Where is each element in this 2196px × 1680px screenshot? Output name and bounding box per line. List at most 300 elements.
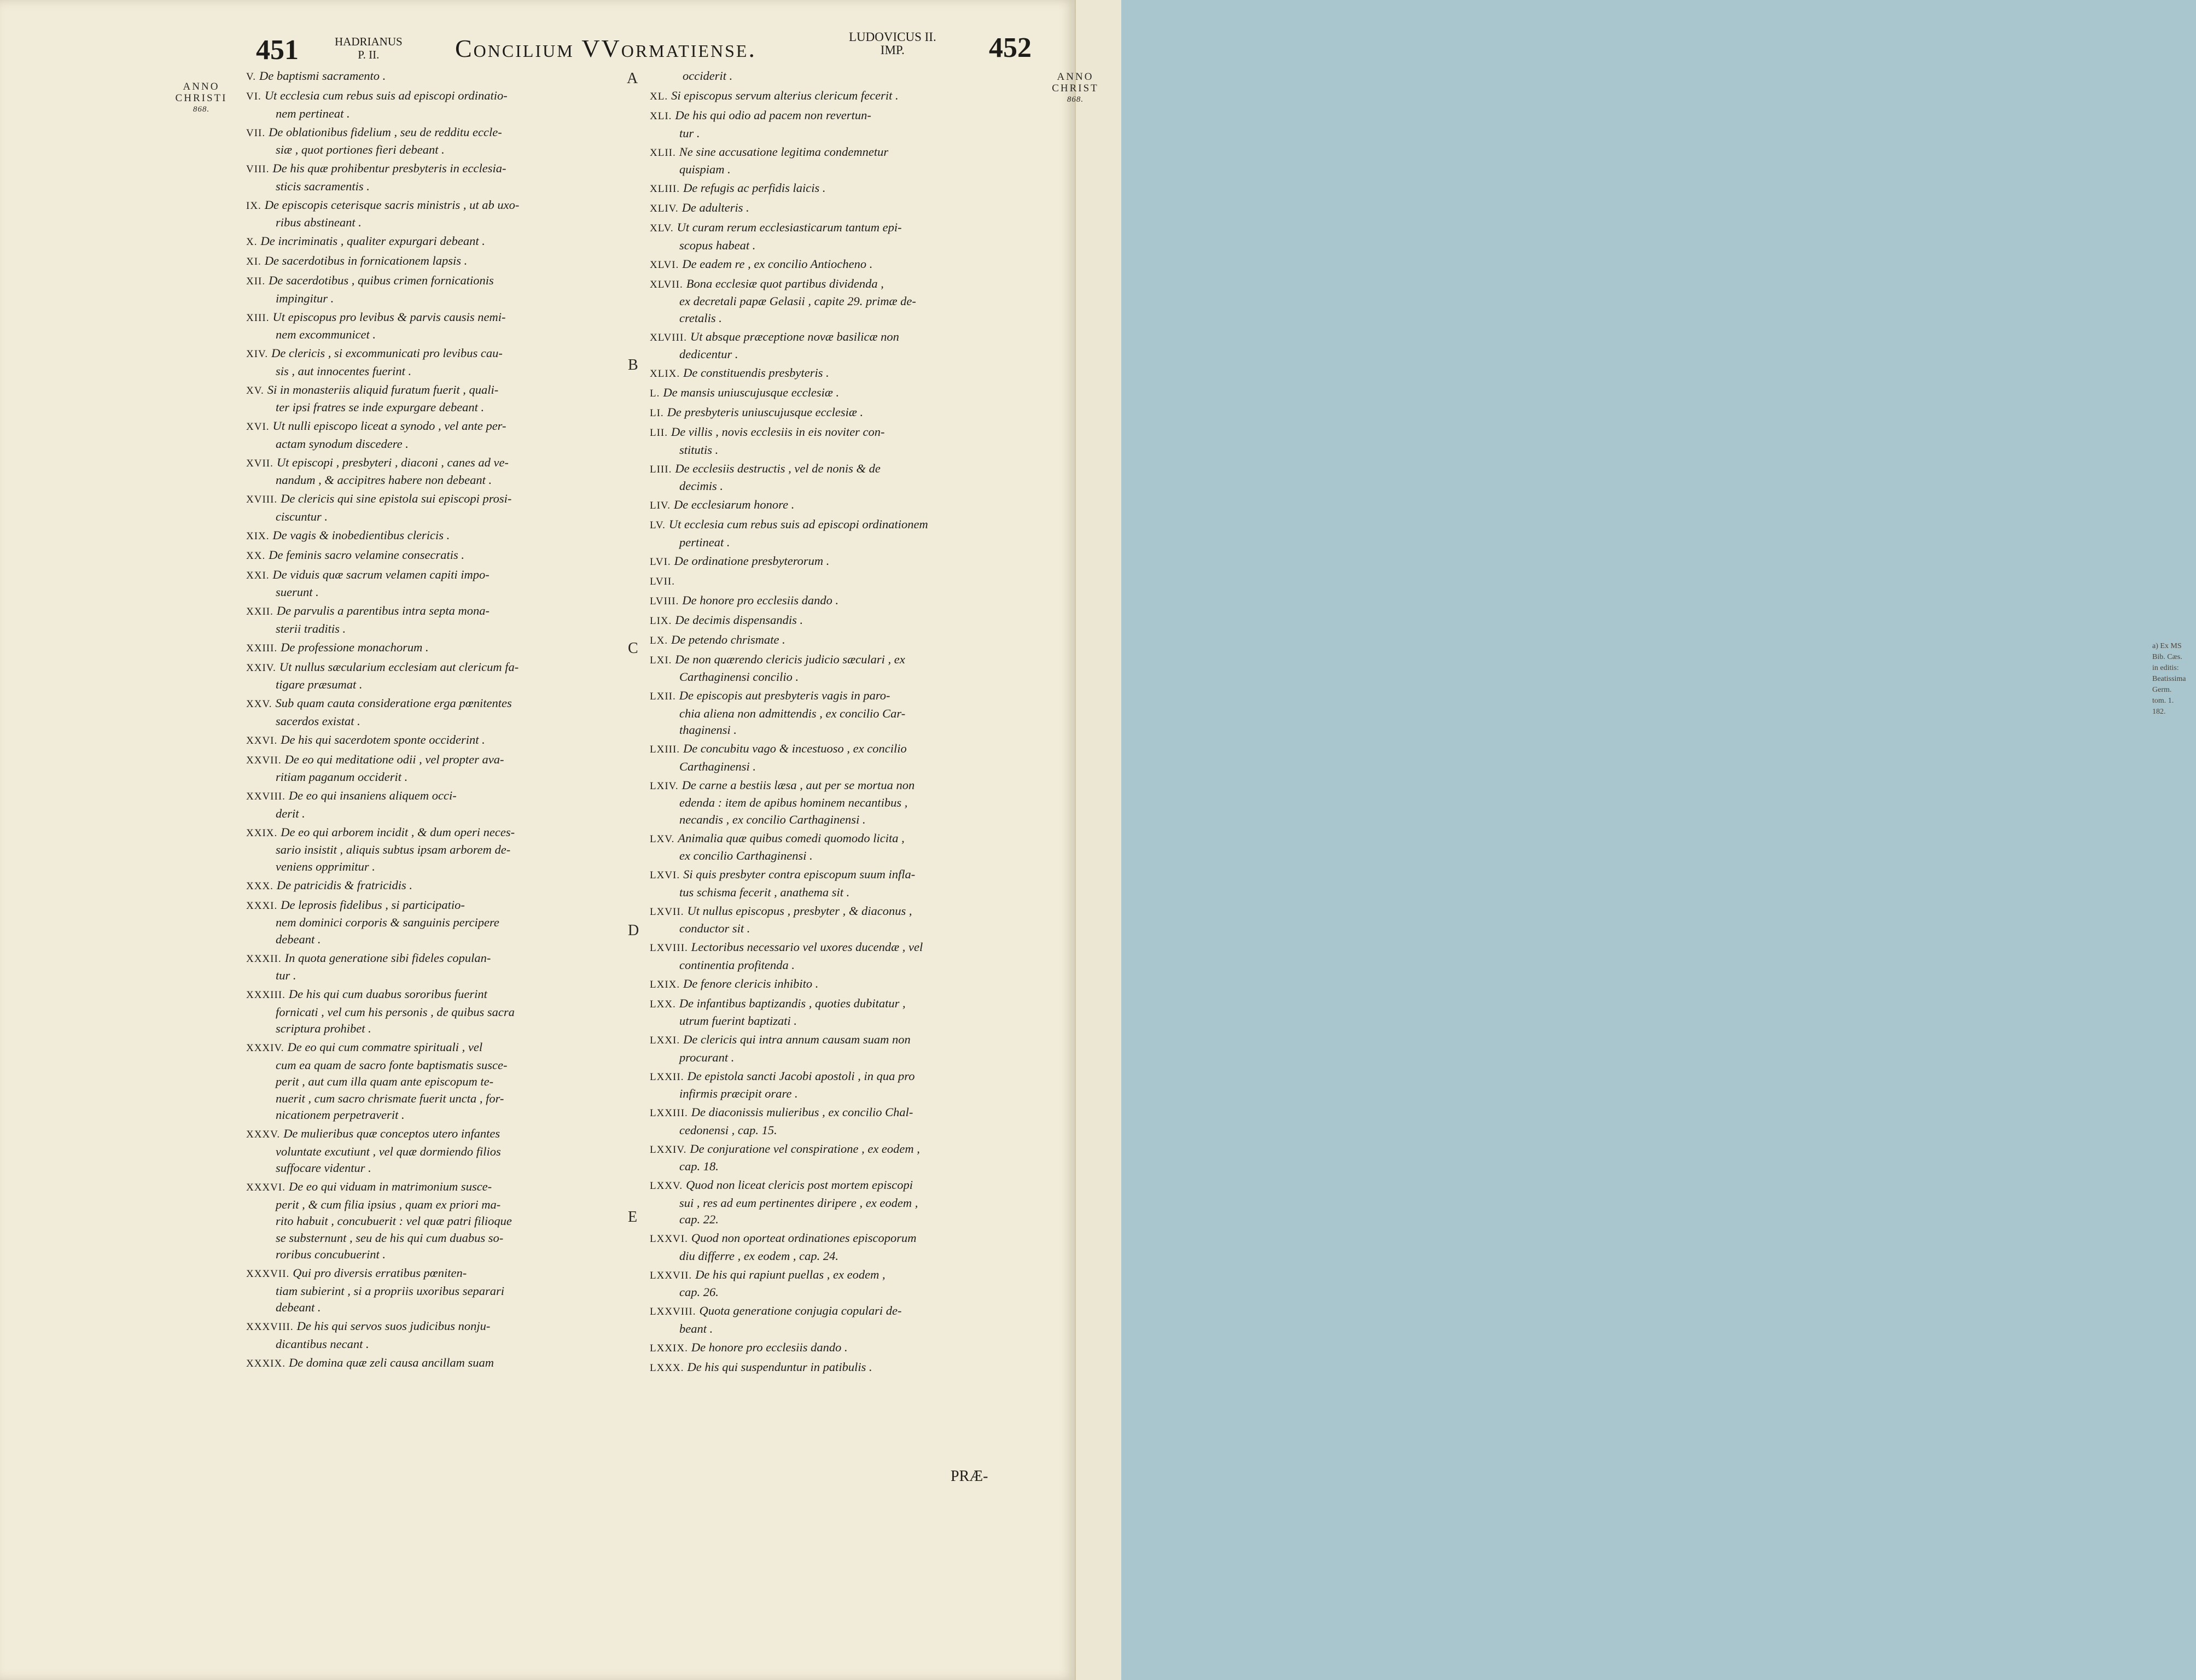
chapter-entry <box>650 144 1033 178</box>
chapter-title-continuation: nem excommunicet . <box>276 328 376 341</box>
chapter-title-continuation: procurant . <box>679 1050 735 1064</box>
chapter-title-continuation: nem pertineat . <box>276 106 350 120</box>
chapter-title-continuation: scriptura prohibet . <box>276 1022 371 1035</box>
chapter-entry <box>246 233 629 251</box>
chapter-title: De oblationibus fidelium , seu de redditu eccle- <box>269 125 502 139</box>
chapter-entry <box>650 107 1033 142</box>
chapter-title-continuation: ribus abstineant . <box>276 215 362 229</box>
chapter-entry <box>650 276 1033 327</box>
chapter-title: Ut nulli episcopo liceat a synodo , vel ante per- <box>272 419 506 433</box>
chapter-entry <box>650 1068 1033 1102</box>
chapter-title-continuation: fornicati , vel cum his personis , de quibus sacra <box>276 1005 515 1019</box>
chapter-number: LIII. <box>650 463 672 475</box>
page-number-right: 452 <box>989 32 1032 63</box>
chapter-number: LIV. <box>650 500 671 511</box>
chapter-title: De eo qui meditatione odii , vel propter ava- <box>284 752 504 766</box>
chapter-number: XLII. <box>650 147 676 159</box>
adjacent-margin-year-note <box>1048 71 1103 106</box>
chapter-number: XLIV. <box>650 203 679 214</box>
chapter-entry <box>246 732 629 750</box>
chapter-entry <box>650 553 1033 571</box>
chapter-number: LXIII. <box>650 744 680 755</box>
chapter-title-continuation: tur . <box>276 969 296 982</box>
chapter-title-continuation: se substernunt , seu de his qui cum duabus so- <box>276 1230 504 1245</box>
chapter-entry <box>650 200 1033 218</box>
chapter-title-continuation: cap. 26. <box>679 1285 719 1299</box>
chapter-list-left-column <box>246 68 629 1374</box>
chapter-title-continuation: stitutis . <box>679 442 719 457</box>
section-marker: E <box>628 1209 638 1226</box>
chapter-entry <box>246 527 629 545</box>
chapter-number: L. <box>650 388 660 399</box>
page-number-left: 451 <box>256 34 299 66</box>
chapter-title: De parvulis a parentibus intra septa mona- <box>276 604 490 617</box>
chapter-title <box>675 574 678 587</box>
chapter-title-continuation: debeant . <box>276 1300 321 1314</box>
chapter-entry <box>650 180 1033 198</box>
chapter-number: IX. <box>246 200 261 212</box>
chapter-number: XIII. <box>246 312 270 324</box>
chapter-entry <box>650 573 1033 591</box>
chapter-title: De his qui suspenduntur in patibulis . <box>687 1360 872 1374</box>
chapter-number: XXXVII. <box>246 1268 290 1280</box>
chapter-title-continuation: tur . <box>679 126 700 140</box>
chapter-title: Ne sine accusatione legitima condemnetur <box>679 144 889 159</box>
chapter-number: XXII. <box>246 606 273 617</box>
chapter-title: Sub quam cauta consideratione erga pœnitentes <box>275 696 512 710</box>
chapter-entry <box>246 567 629 601</box>
chapter-entry <box>246 491 629 525</box>
chapter-title: De refugis ac perfidis laicis . <box>683 181 826 195</box>
chapter-entry <box>246 695 629 730</box>
running-head-right-line: IMP. <box>880 43 905 57</box>
footnote-line: Beatissima <box>2152 675 2186 683</box>
chapter-title: De patricidis & fratricidis . <box>276 878 413 892</box>
chapter-entry <box>650 651 1033 686</box>
chapter-number: XLVI. <box>650 259 679 271</box>
chapter-entry <box>246 454 629 489</box>
chapter-entry <box>246 1039 629 1124</box>
chapter-entry <box>246 68 629 86</box>
chapter-entry <box>246 197 629 231</box>
chapter-entry <box>246 659 629 693</box>
chapter-entry <box>246 639 629 657</box>
chapter-entry <box>246 1179 629 1263</box>
chapter-entry <box>246 603 629 637</box>
chapter-number: LIX. <box>650 615 672 627</box>
chapter-title-continuation: utrum fuerint baptizati . <box>679 1014 797 1028</box>
margin-note-line: ANNO <box>1057 71 1094 83</box>
section-marker: A <box>627 70 638 87</box>
chapter-number: LXXVII. <box>650 1269 692 1281</box>
chapter-number: XXXII. <box>246 953 282 965</box>
section-marker: C <box>628 640 638 657</box>
chapter-title-continuation: scopus habeat . <box>679 238 756 252</box>
chapter-title-continuation: siæ , quot portiones fieri debeant . <box>276 143 445 156</box>
chapter-number: XXXI. <box>246 900 278 912</box>
chapter-title-continuation: sticis sacramentis . <box>276 179 370 193</box>
chapter-entry <box>650 256 1033 274</box>
chapter-title: Ut ecclesia cum rebus suis ad episcopi ordinationem <box>668 517 928 531</box>
chapter-number: X. <box>246 236 258 248</box>
chapter-title-continuation: cretalis . <box>679 311 722 325</box>
adjacent-page-edge <box>1075 0 2186 1680</box>
chapter-title: Ut nullus episcopus , presbyter , & diaconus , <box>687 903 912 918</box>
chapter-title: De professione monachorum . <box>281 640 429 654</box>
catchword: PRÆ- <box>951 1468 988 1485</box>
chapter-number: LII. <box>650 427 668 439</box>
chapter-entry <box>650 995 1033 1030</box>
chapter-entry <box>246 788 629 822</box>
chapter-entry <box>650 866 1033 901</box>
chapter-title: De incriminatis , qualiter expurgari debeant . <box>260 234 485 248</box>
chapter-title-continuation: tiam subierint , si a propriis uxoribus separari <box>276 1284 504 1298</box>
chapter-number: LXXV. <box>650 1180 683 1192</box>
chapter-title-continuation: diu differre , ex eodem , cap. 24. <box>679 1249 838 1263</box>
footnote-line: tom. 1. <box>2152 697 2174 705</box>
chapter-title: De petendo chrismate . <box>671 632 785 646</box>
chapter-number: LXXVIII. <box>650 1306 696 1317</box>
chapter-title: In quota generatione sibi fideles copulan- <box>284 950 491 965</box>
chapter-entry <box>246 124 629 159</box>
chapter-number: VI. <box>246 91 261 102</box>
chapter-title: Quota generatione conjugia copulari de- <box>699 1304 902 1317</box>
chapter-title: Ut curam rerum ecclesiasticarum tantum epi- <box>677 220 902 234</box>
chapter-entry <box>650 592 1033 610</box>
chapter-title: Qui pro diversis erratibus pœniten- <box>293 1266 467 1280</box>
footnote-line: in editis: <box>2152 664 2179 672</box>
chapter-entry <box>650 1267 1033 1301</box>
chapter-number: XXXIV. <box>246 1042 284 1054</box>
chapter-title: De ordinatione presbyterorum . <box>674 553 830 568</box>
chapter-title: De sacerdotibus , quibus crimen fornicationis <box>269 273 494 287</box>
chapter-entry <box>246 1125 629 1177</box>
chapter-number: XXVIII. <box>246 791 286 802</box>
chapter-title: De vagis & inobedientibus clericis . <box>272 528 450 542</box>
chapter-title-continuation: pertineat . <box>679 535 730 549</box>
chapter-entry <box>650 612 1033 630</box>
chapter-number: LI. <box>650 407 664 419</box>
chapter-title-continuation: ciscuntur . <box>276 509 328 523</box>
chapter-entry <box>650 687 1033 739</box>
chapter-title-continuation: sario insistit , aliquis subtus ipsam arborem de- <box>276 843 511 856</box>
chapter-number: LXXX. <box>650 1362 684 1374</box>
section-marker: B <box>628 357 638 374</box>
chapter-number: XXV. <box>246 698 272 710</box>
chapter-title: De villis , novis ecclesiis in eis noviter con- <box>671 425 885 439</box>
running-head-right-line: LUDOVICUS II. <box>849 30 936 44</box>
chapter-entry <box>650 365 1033 383</box>
chapter-number: XII. <box>246 276 266 287</box>
chapter-title-continuation: cum ea quam de sacro fonte baptismatis susce- <box>276 1058 508 1072</box>
chapter-number: LXVI. <box>650 870 680 881</box>
chapter-title: Ut absque præceptione novæ basilicæ non <box>690 329 899 343</box>
chapter-entry <box>650 460 1033 495</box>
chapter-entry <box>246 309 629 343</box>
chapter-number: XXI. <box>246 569 270 581</box>
chapter-title-continuation: ex concilio Carthaginensi . <box>679 849 813 862</box>
chapter-title-continuation: infirmis præcipit orare . <box>679 1087 798 1100</box>
chapter-entry <box>650 384 1033 402</box>
chapter-title-continuation: tigare præsumat . <box>276 678 363 691</box>
chapter-title-continuation: cedonensi , cap. 15. <box>679 1123 777 1137</box>
chapter-title: De carne a bestiis læsa , aut per se mortua non <box>681 778 915 792</box>
chapter-title: De concubitu vago & incestuoso , ex concilio <box>683 742 907 755</box>
chapter-title: De conjuratione vel conspiratione , ex eodem , <box>690 1141 920 1156</box>
chapter-title: De his qui servos suos judicibus nonju- <box>296 1319 491 1333</box>
margin-year-note <box>174 81 229 115</box>
chapter-title: De ecclesiis destructis , vel de nonis & de <box>675 461 881 475</box>
chapter-number: XVI. <box>246 421 270 433</box>
footnote-line: a) Ex MS <box>2152 642 2182 650</box>
chapter-title: Si quis presbyter contra episcopum suum infla- <box>683 867 916 881</box>
chapter-number: XIV. <box>246 348 269 360</box>
running-head-left-line: HADRIANUS <box>335 35 403 48</box>
chapter-title: De eo qui arborem incidit , & dum operi neces- <box>281 825 515 839</box>
chapter-title-continuation: necandis , ex concilio Carthaginensi . <box>679 812 866 826</box>
chapter-title-continuation: dedicentur . <box>679 347 738 361</box>
margin-note-year: 868. <box>193 105 210 114</box>
chapter-title: De leprosis fidelibus , si participatio- <box>281 897 465 912</box>
running-head-left-line: P. II. <box>358 48 380 61</box>
chapter-entry <box>650 516 1033 551</box>
chapter-title: De fenore clericis inhibito . <box>683 976 819 990</box>
chapter-title: De sacerdotibus in fornicationem lapsis . <box>264 254 468 267</box>
chapter-title: De episcopis aut presbyteris vagis in paro- <box>679 689 890 702</box>
chapter-title-continuation: derit . <box>276 806 305 820</box>
chapter-number: LXV. <box>650 833 675 845</box>
chapter-number: XXXV. <box>246 1129 281 1140</box>
chapter-title: Quod non liceat clericis post mortem episcopi <box>686 1178 913 1192</box>
chapter-number: LXIX. <box>650 978 680 990</box>
chapter-title: Ut nullus sæcularium ecclesiam aut clericum fa- <box>279 660 519 674</box>
chapter-entry <box>650 1230 1033 1264</box>
chapter-number: LVII. <box>650 575 675 587</box>
margin-note-line: ANNO <box>183 81 220 92</box>
footnote-line: 182. <box>2152 708 2166 716</box>
chapter-number: XLI. <box>650 110 672 122</box>
running-head-left <box>335 35 403 61</box>
chapter-title-continuation: sacerdos existat . <box>276 714 360 728</box>
chapter-title-continuation: dicantibus necant . <box>276 1337 369 1351</box>
chapter-title-continuation: voluntate excutiunt , vel quæ dormiendo filios <box>276 1144 501 1158</box>
chapter-number: XI. <box>246 256 261 267</box>
chapter-number: XXXVIII. <box>246 1321 294 1333</box>
chapter-title: De his qui sacerdotem sponte occiderint . <box>281 732 485 746</box>
chapter-title-continuation: ter ipsi fratres se inde expurgare debeant . <box>276 400 485 414</box>
chapter-number: LXIV. <box>650 780 679 792</box>
chapter-title: De clericis , si excommunicati pro levibus cau- <box>271 346 503 360</box>
chapter-title: Animalia quæ quibus comedi quomodo licita , <box>678 831 905 845</box>
chapter-entry <box>650 1359 1033 1377</box>
chapter-title-continuation: nuerit , cum sacro chrismate fuerit uncta , for- <box>276 1091 504 1105</box>
chapter-number: XIX. <box>246 530 270 542</box>
chapter-entry <box>650 88 1033 106</box>
chapter-title-continuation: rito habuit , concubuerit : vel quæ patri filioque <box>276 1214 512 1228</box>
chapter-title: De decimis dispensandis . <box>675 612 803 627</box>
chapter-entry <box>246 547 629 565</box>
footnote-line: Bib. Cæs. <box>2152 653 2182 661</box>
chapter-entry <box>246 345 629 380</box>
chapter-title: Ut episcopi , presbyteri , diaconi , canes ad ve- <box>276 455 509 469</box>
chapter-entry <box>650 939 1033 973</box>
chapter-title: De eo qui cum commatre spirituali , vel <box>287 1040 483 1054</box>
chapter-title-continuation: conductor sit . <box>679 921 750 935</box>
chapter-number: XLIII. <box>650 183 680 195</box>
chapter-title-continuation: continentia profitenda . <box>679 958 795 972</box>
chapter-entry <box>246 1355 629 1373</box>
chapter-title: De epistola sancti Jacobi apostoli , in qua pro <box>687 1069 915 1083</box>
chapter-entry <box>650 424 1033 458</box>
chapter-number: XXX. <box>246 880 273 892</box>
chapter-entry <box>246 1318 629 1352</box>
chapter-number: XVIII. <box>246 494 278 505</box>
section-marker: D <box>628 922 639 939</box>
chapter-number: LXXVI. <box>650 1233 688 1245</box>
chapter-title: occiderit . <box>683 69 733 83</box>
chapter-title-continuation: suerunt . <box>276 585 319 599</box>
chapter-title-continuation: perit , & cum filia ipsius , quam ex priori ma- <box>276 1197 501 1211</box>
chapter-title: De eadem re , ex concilio Antiocheno . <box>682 256 873 271</box>
chapter-entry <box>246 418 629 452</box>
chapter-title-continuation: sis , aut innocentes fuerint . <box>276 364 412 378</box>
chapter-number: XL. <box>650 91 668 102</box>
chapter-number: LXXIV. <box>650 1144 687 1156</box>
chapter-number: XX. <box>246 550 266 562</box>
chapter-entry <box>650 219 1033 254</box>
chapter-title: Ut ecclesia cum rebus suis ad episcopi ordinatio- <box>264 89 508 102</box>
chapter-title: De ecclesiarum honore . <box>673 498 795 511</box>
chapter-title: De adulteris . <box>681 201 749 214</box>
chapter-number: LXVII. <box>650 906 684 918</box>
chapter-title: De mulieribus quæ conceptos utero infantes <box>283 1127 500 1140</box>
chapter-entry <box>246 950 629 984</box>
chapter-entry <box>650 329 1033 363</box>
chapter-entry <box>246 986 629 1037</box>
chapter-number: LVI. <box>650 556 671 568</box>
chapter-number: LXI. <box>650 654 672 666</box>
chapter-entry <box>650 1141 1033 1175</box>
chapter-title-continuation: veniens opprimitur . <box>276 859 375 873</box>
chapter-number: XXXVI. <box>246 1182 286 1193</box>
chapter-number: XXIX. <box>246 827 278 839</box>
chapter-title-continuation: cap. 18. <box>679 1159 719 1173</box>
margin-note-year: 868. <box>1067 95 1084 104</box>
chapter-title: De eo qui insaniens aliquem occi- <box>288 789 457 802</box>
chapter-entry <box>246 897 629 948</box>
margin-note-line: CHRIST <box>1052 83 1099 94</box>
chapter-title: De mansis uniuscujusque ecclesiæ . <box>663 386 840 399</box>
chapter-number: XLIX. <box>650 368 680 380</box>
chapter-title-continuation: perit , aut cum illa quam ante episcopum te- <box>276 1075 494 1088</box>
chapter-title: Ut episcopus pro levibus & parvis causis nemi- <box>272 310 506 324</box>
chapter-number: LXVIII. <box>650 942 688 954</box>
chapter-title-continuation: tus schisma fecerit , anathema sit . <box>679 885 850 899</box>
chapter-entry <box>650 632 1033 650</box>
chapter-number: XVII. <box>246 457 273 469</box>
margin-note-line: CHRISTI <box>175 92 228 104</box>
chapter-entry <box>650 777 1033 829</box>
chapter-title-continuation: thaginensi . <box>679 723 737 737</box>
chapter-entry <box>246 1265 629 1316</box>
chapter-number: LX. <box>650 634 668 646</box>
footnote-line: Germ. <box>2152 686 2172 694</box>
chapter-title: Lectoribus necessario vel uxores ducendæ , vel <box>691 940 923 954</box>
chapter-title-continuation: Carthaginensi . <box>679 759 756 773</box>
chapter-number: LVIII. <box>650 595 679 607</box>
chapter-title: Bona ecclesiæ quot partibus dividenda , <box>686 276 884 290</box>
running-head-right <box>849 31 936 57</box>
chapter-number: XXXIII. <box>246 989 286 1001</box>
chapter-entry <box>650 497 1033 515</box>
chapter-entry <box>246 824 629 876</box>
chapter-title-continuation: Carthaginensi concilio . <box>679 670 799 684</box>
chapter-entry <box>650 1177 1033 1228</box>
chapter-number: XXIII. <box>246 642 278 654</box>
chapter-title-continuation: debeant . <box>276 932 321 946</box>
chapter-title: De clericis qui sine epistola sui episcopi prosi- <box>281 492 512 505</box>
chapter-entry <box>650 830 1033 865</box>
chapter-title-continuation: impingitur . <box>276 291 334 305</box>
chapter-title-continuation: nem dominici corporis & sanguinis percipere <box>276 915 499 929</box>
chapter-title-continuation: sterii traditis . <box>276 621 346 635</box>
chapter-number: XXVII. <box>246 754 282 766</box>
chapter-title: De feminis sacro velamine consecratis . <box>269 547 465 562</box>
chapter-list-right-column <box>650 68 1033 1379</box>
chapter-entry <box>650 404 1033 422</box>
chapter-number: LXX. <box>650 998 676 1010</box>
chapter-number: LXXII. <box>650 1071 684 1083</box>
chapter-entry <box>246 160 629 195</box>
chapter-entry <box>246 272 629 307</box>
chapter-number: XV. <box>246 384 264 396</box>
chapter-title: De presbyteris uniuscujusque ecclesiæ . <box>667 405 864 419</box>
chapter-title-continuation: cap. 22. <box>679 1212 719 1226</box>
chapter-entry <box>246 751 629 786</box>
chapter-entry <box>650 1303 1033 1337</box>
chapter-title-continuation: decimis . <box>679 479 723 493</box>
chapter-title-continuation: edenda : item de apibus hominem necantibus , <box>679 796 908 809</box>
chapter-entry <box>246 877 629 895</box>
chapter-title: De baptismi sacramento . <box>259 69 386 83</box>
chapter-title-continuation: ritiam paganum occiderit . <box>276 770 408 784</box>
chapter-title-continuation: suffocare videntur . <box>276 1161 371 1175</box>
page-title: Concilium VVormatiense. <box>455 34 756 62</box>
chapter-title-continuation: nicationem perpetraverit . <box>276 1108 405 1122</box>
chapter-title: De his qui odio ad pacem non revertun- <box>675 108 871 122</box>
chapter-title: De clericis qui intra annum causam suam non <box>683 1032 911 1046</box>
chapter-title: De viduis quæ sacrum velamen capiti impo- <box>272 567 490 581</box>
chapter-title: Si episcopus servum alterius clericum fecerit . <box>671 89 899 102</box>
chapter-title-continuation: quispiam . <box>679 162 731 176</box>
chapter-title: De domina quæ zeli causa ancillam suam <box>288 1355 494 1369</box>
chapter-number: LXII. <box>650 691 676 702</box>
chapter-entry <box>650 1031 1033 1066</box>
chapter-title: De constituendis presbyteris . <box>683 366 829 380</box>
chapter-title-continuation: roribus concubuerint . <box>276 1247 386 1261</box>
chapter-title-continuation: sui , res ad eum pertinentes diripere , ex eodem , <box>679 1195 918 1210</box>
chapter-title-continuation: nandum , & accipitres habere non debeant . <box>276 473 492 487</box>
chapter-title: De episcopis ceterisque sacris ministris , ut ab uxo- <box>264 197 520 212</box>
chapter-number: XLVIII. <box>650 331 688 343</box>
adjacent-page-footnote <box>2152 641 2196 718</box>
chapter-entry <box>650 976 1033 994</box>
chapter-number: XXIV. <box>246 662 276 674</box>
chapter-title-continuation: chia aliena non admittendis , ex concilio Car- <box>679 706 906 720</box>
chapter-number: XXXIX. <box>246 1357 286 1369</box>
chapter-title: De honore pro ecclesiis dando . <box>691 1340 848 1354</box>
chapter-title: De non quærendo clericis judicio sæculari , ex <box>675 652 905 666</box>
